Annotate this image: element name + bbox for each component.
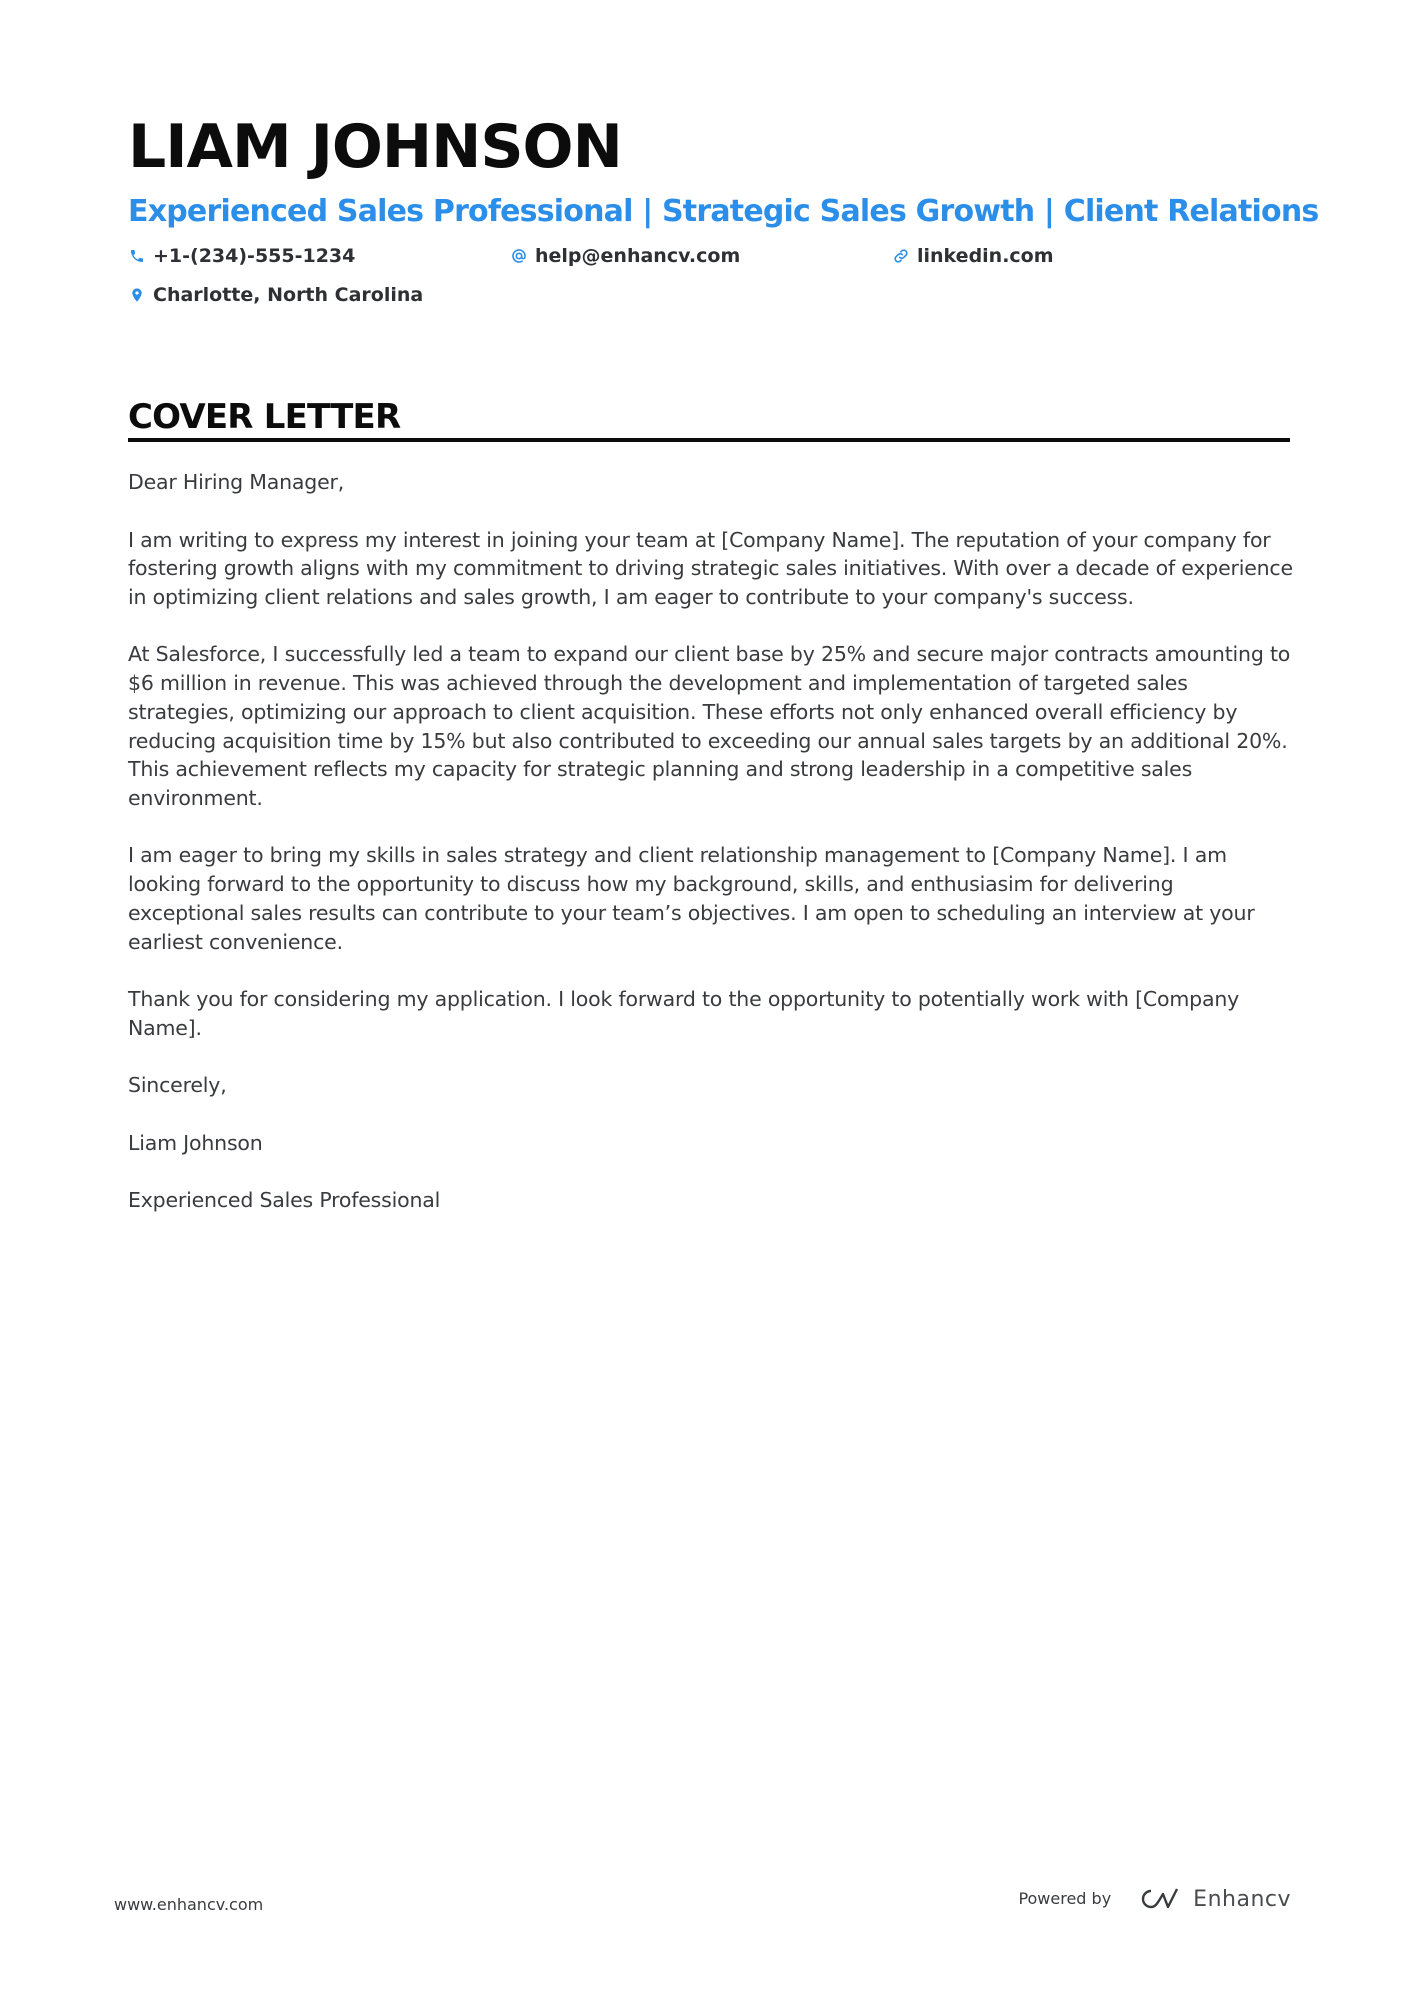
link-text: linkedin.com (917, 245, 1054, 267)
enhancv-logo-icon (1137, 1886, 1183, 1912)
powered-by-label: Powered by (1018, 1889, 1112, 1908)
letter-paragraph: At Salesforce, I successfully led a team to expand our client base by 25% and secure major contracts amounting to $6 million in revenue. This was achieved through the development and implementation of targeted sales strategies, optimizing our approach to client acquisition. These efforts not only enhanced overall efficiency by reducing acquisition time by 15% but also contributed to exceeding our annual sales targets by an additional 20%. This achievement reflects my capacity for strategic planning and strong leadership in a competitive sales environment. (128, 642, 1291, 810)
contact-location (128, 281, 423, 309)
letter-salutation: Dear Hiring Manager, (128, 470, 345, 494)
footer-website-link[interactable]: www.enhancv.com (114, 1895, 264, 1914)
contact-phone (128, 242, 355, 270)
candidate-name: LIAM JOHNSON (128, 112, 622, 182)
location-text: Charlotte, North Carolina (153, 284, 424, 306)
contact-email[interactable] (510, 242, 740, 270)
letter-signature-title: Experienced Sales Professional (128, 1188, 441, 1213)
brand-name: Enhancv (1193, 1886, 1291, 1912)
phone-text: +1-(234)-555-1234 (153, 245, 356, 267)
letter-body (128, 468, 1293, 1244)
letter-paragraph: Thank you for considering my application. I look forward to the opportunity to potentially work with [Company Name]. (128, 987, 1240, 1040)
contact-link[interactable] (892, 242, 1054, 270)
letter-paragraph: I am eager to bring my skills in sales strategy and client relationship management to [Company Name]. I am looking forward to the opportunity to discuss how my background, skills, and enthusiasim for delivering exceptional sales results can contribute to your team’s objectives. I am open to scheduling an interview at your earliest convenience. (128, 843, 1255, 954)
enhancv-brand (1137, 1886, 1291, 1912)
section-divider (128, 438, 1290, 442)
letter-closing: Sincerely, (128, 1073, 227, 1098)
section-title-cover-letter: COVER LETTER (128, 397, 401, 437)
candidate-tagline: Experienced Sales Professional | Strategic Sales Growth | Client Relations (128, 194, 1319, 229)
email-text: help@enhancv.com (535, 245, 741, 267)
at-icon (510, 247, 528, 265)
phone-icon (128, 247, 146, 265)
link-icon (892, 247, 910, 265)
location-pin-icon (128, 286, 146, 304)
footer-powered-by[interactable] (1018, 1886, 1291, 1912)
letter-signature-name: Liam Johnson (128, 1130, 263, 1155)
letter-paragraph: I am writing to express my interest in joining your team at [Company Name]. The reputation of your company for fostering growth aligns with my commitment to driving strategic sales initiatives. With over a decade of experience in optimizing client relations and sales growth, I am eager to contribute to your company's success. (128, 527, 1293, 609)
